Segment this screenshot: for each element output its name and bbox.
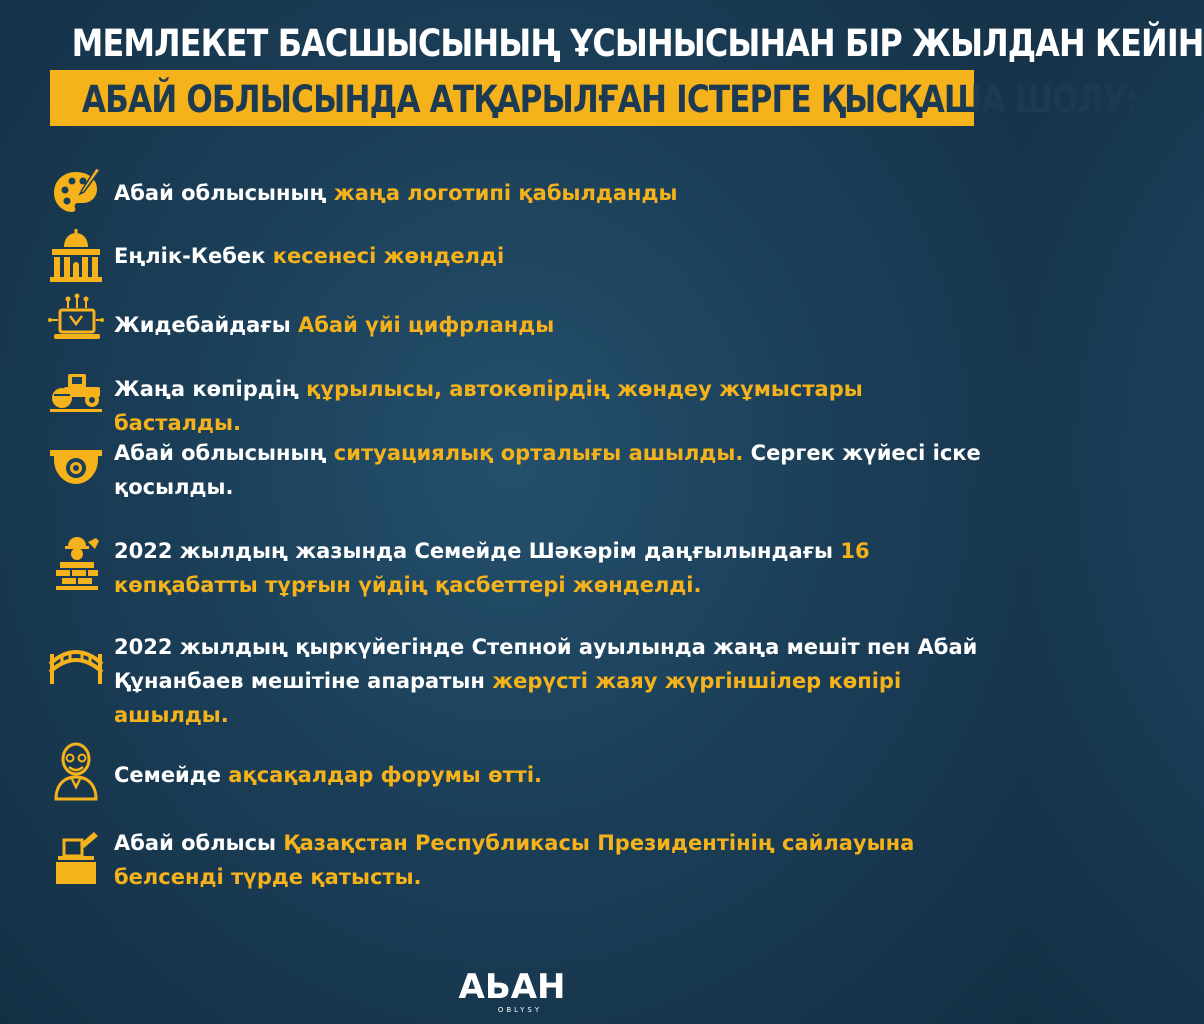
elder-icon <box>48 740 104 802</box>
item-text: Жаңа көпірдің құрылысы, автокөпірдің жөндеу жұмыстары басталды. <box>114 377 863 435</box>
item-text: Еңлік-Кебек кесенесі жөнделді <box>114 244 505 268</box>
logo-sub-text: OBLYSY <box>497 1006 543 1014</box>
item-text: 2022 жылдың қыркүйегінде Степной ауылында жаңа мешіт пен Абай Құнанбаев мешітіне апаратын жерүсті жаяу жүргіншілер көпірі ашылды. <box>114 635 978 727</box>
road-roller-icon <box>48 360 104 416</box>
bridge-icon <box>48 638 104 694</box>
item-text: Абай облысы Қазақстан Республикасы Президентінің сайлауына белсенді түрде қатысты. <box>114 831 915 889</box>
mausoleum-icon <box>48 229 104 285</box>
builder-icon <box>48 536 104 592</box>
abai-oblysy-logo <box>458 966 566 1016</box>
item-text: Жидебайдағы Абай үйі цифрланды <box>114 313 555 337</box>
header-title-line1: МЕМЛЕКЕТ БАСШЫСЫНЫҢ ҰСЫНЫСЫНАН БІР ЖЫЛДАН КЕЙІН <box>71 22 1204 65</box>
item-text: Абай облысының ситуациялық орталығы ашылды. Сергек жүйесі іске қосылды. <box>114 441 981 499</box>
security-camera-icon <box>48 438 104 494</box>
item-text: 2022 жылдың жазында Семейде Шәкәрім даңғылындағы 16 көпқабатты тұрғын үйдің қасбеттері жөнделді. <box>114 539 870 597</box>
ballot-box-icon <box>48 830 104 886</box>
digital-laptop-icon <box>48 292 104 348</box>
palette-icon <box>48 166 104 222</box>
item-text: Абай облысының жаңа логотипі қабылданды <box>114 181 678 205</box>
header-title-line2: АБАЙ ОБЛЫСЫНДА АТҚАРЫЛҒАН ІСТЕРГЕ ҚЫСҚАША ШОЛУ: <box>81 78 1138 121</box>
item-text: Семейде ақсақалдар форумы өтті. <box>114 763 543 787</box>
logo-main-text: АЬАН <box>458 967 566 1007</box>
